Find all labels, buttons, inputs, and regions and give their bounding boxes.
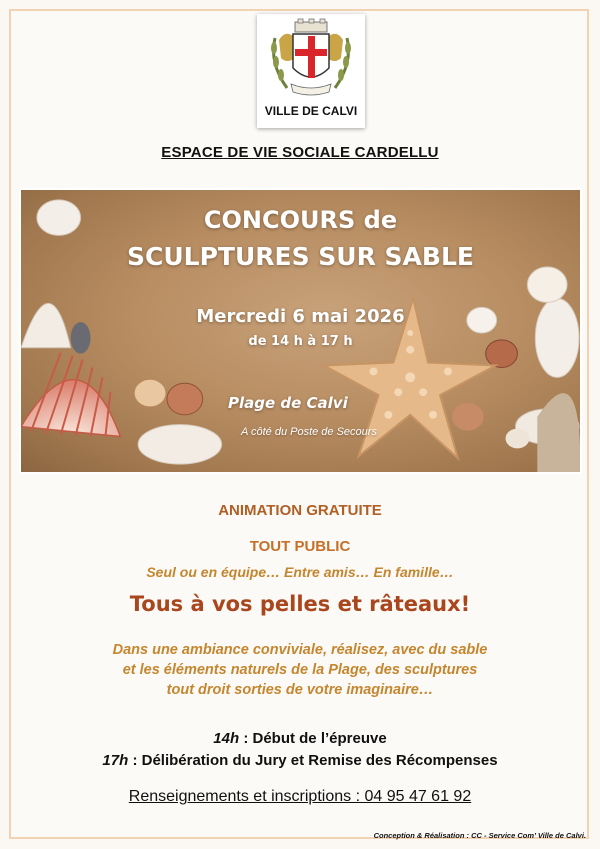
- contact-info: Renseignements et inscriptions : 04 95 47 61 92: [128, 788, 472, 805]
- audience-label: TOUT PUBLIC: [249, 538, 351, 555]
- schedule-time: 17h: [102, 752, 129, 769]
- event-date: Mercredi 6 mai 2026: [196, 306, 405, 327]
- description-line: tout droit sorties de votre imaginaire…: [166, 682, 434, 698]
- description-line: Dans une ambiance conviviale, réalisez, avec du sable: [112, 642, 488, 658]
- credit-line: Conception & Réalisation : CC - Service Com’ Ville de Calvi.: [373, 831, 586, 840]
- participation-line: Seul ou en équipe… Entre amis… En famille…: [146, 564, 454, 580]
- schedule-time: 14h: [213, 730, 240, 747]
- banner-title-line2: SCULPTURES SUR SABLE: [127, 242, 474, 271]
- schedule-text: : Délibération du Jury et Remise des Récompenses: [128, 752, 498, 769]
- organizer-heading: ESPACE DE VIE SOCIALE CARDELLU: [161, 144, 439, 161]
- city-logo: [257, 14, 365, 128]
- schedule-text: : Début de l’épreuve: [239, 730, 387, 747]
- event-place-detail: A côté du Poste de Secours: [241, 426, 377, 438]
- event-hours: de 14 h à 17 h: [248, 334, 353, 349]
- description-line: et les éléments naturels de la Plage, des sculptures: [122, 662, 478, 678]
- event-banner: [19, 188, 582, 474]
- logo-caption: VILLE DE CALVI: [264, 104, 358, 118]
- slogan: Tous à vos pelles et râteaux!: [129, 592, 471, 616]
- schedule-item: [0, 752, 600, 769]
- free-animation-label: ANIMATION GRATUITE: [218, 502, 382, 519]
- description: [0, 640, 600, 700]
- coat-of-arms-icon: [265, 18, 357, 102]
- banner-title-line1: CONCOURS de: [203, 206, 398, 234]
- event-place: Plage de Calvi: [228, 394, 348, 412]
- schedule-item: [0, 730, 600, 747]
